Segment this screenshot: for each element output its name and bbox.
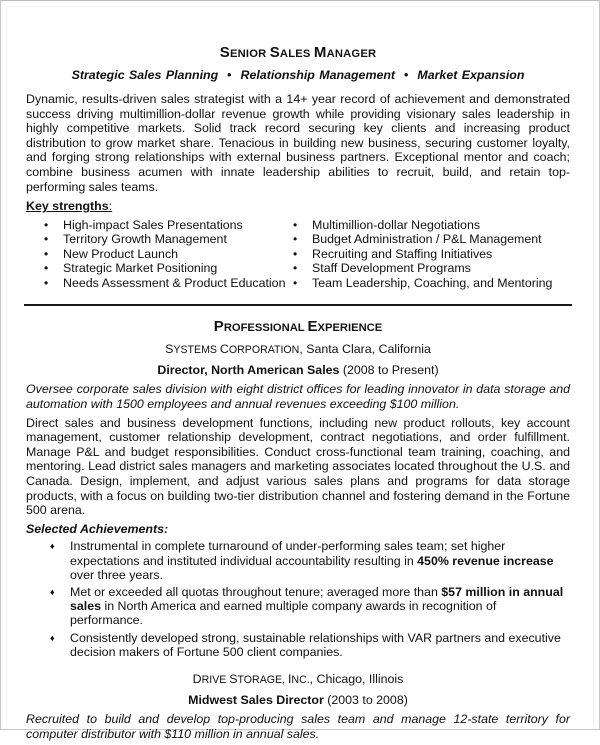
- achievement-item: [50, 631, 570, 659]
- title-rest: ANAGER: [326, 48, 377, 60]
- tagline: [26, 68, 570, 82]
- achievement-text: Met or exceeded all quotas throughout tenure; averaged more than: [70, 584, 442, 599]
- job-overview: Oversee corporate sales division with eight district offices for leading innovator in data storage and automation with 1500 employees and annual revenues exceeding $100 million.: [26, 382, 570, 412]
- achievement-text: in North America and earned multiple company awards in recognition of performance.: [70, 599, 497, 628]
- company-line: [26, 672, 570, 688]
- section-title-rest: ROFESSIONAL: [223, 322, 308, 335]
- job-entry: [26, 672, 570, 741]
- company-initial: S: [229, 672, 238, 686]
- key-strengths-column-right: [293, 218, 552, 291]
- achievement-text: over three years.: [70, 567, 163, 582]
- tagline-item: Relationship Management: [240, 68, 396, 82]
- title-initial: S: [219, 44, 230, 61]
- strength-item: • Recruiting and Staffing Initiatives: [293, 247, 552, 262]
- strength-item: • Staff Development Programs: [293, 261, 552, 276]
- resume-page: [26, 44, 570, 745]
- achievement-item: [50, 539, 570, 582]
- strength-item: • Team Leadership, Coaching, and Mentoring: [293, 276, 552, 291]
- achievement-text: Instrumental in complete turnaround of under-performing sales team; set higher expectations and instituted individual accountability resulting in: [70, 539, 506, 568]
- company-location: , Chicago, Illinois: [309, 672, 404, 686]
- key-strengths-heading-text: Key strengths: [26, 199, 109, 214]
- role-title: Midwest Sales Director: [188, 692, 324, 707]
- section-title-initial: P: [213, 318, 224, 336]
- section-title-rest: XPERIENCE: [317, 322, 383, 335]
- strength-item: • New Product Launch: [44, 247, 293, 262]
- role-dates: (2008 to Present): [339, 362, 439, 377]
- job-overview: Recruited to build and develop top-producing sales team and manage 12-state territory for computer distributor with $110 million in annual sales.: [26, 712, 570, 741]
- company-initial: D: [192, 672, 202, 686]
- strength-item: • Needs Assessment & Product Education: [44, 276, 293, 291]
- company-initial: I: [287, 672, 292, 686]
- job-entry: [26, 342, 570, 659]
- key-strengths-list: [44, 218, 570, 291]
- title-initial: M: [313, 44, 327, 61]
- resume-title: [26, 44, 570, 62]
- achievement-item: [50, 585, 570, 628]
- strength-item: • High-impact Sales Presentations: [44, 218, 293, 233]
- section-title-initial: E: [307, 318, 318, 336]
- tagline-separator: •: [227, 68, 232, 82]
- job-description: Direct sales and business development functions, including new product rollouts, key account management, customer relationship development, contract negotiations, and order fulfillment. Manage P&L and budget responsibilities. Conduct cross-functional team training, coaching, and mentoring. Lead district sales managers and marketing associates located throughout the U.S. and Canada. Design, implement, and adjust various sales plans and programs for data storage products, with a focus on building two-tier distribution channel and fostering demand in the Fortune 500 arena.: [26, 415, 570, 518]
- tagline-separator: •: [404, 68, 409, 82]
- spacer: [26, 662, 570, 672]
- key-strengths-colon: :: [108, 199, 113, 214]
- strength-item: • Budget Administration / P&L Management: [293, 232, 552, 247]
- title-initial: S: [269, 44, 280, 61]
- achievement-text: Consistently developed strong, sustainable relationships with VAR partners and executive decision makers of Fortune 500 client companies.: [70, 630, 561, 659]
- summary-paragraph: Dynamic, results-driven sales strategist with a 14+ year record of achievement and demonstrated success driving multimillion-dollar revenue growth while providing visionary sales leadership in highly competitive markets. Solid track record securing key clients and increasing product distribution to grow market share. Tenacious in building new business, securing customer loyalty, and forging strong relationships with external business partners. Exceptional mentor and coach; combine business acumen with innate leadership abilities to recruit, build, and retain top-performing sales teams.: [26, 92, 570, 194]
- company-rest: ORPORATION: [228, 344, 300, 357]
- title-rest: ENIOR: [229, 48, 270, 60]
- strength-item: • Multimillion-dollar Negotiations: [293, 218, 552, 233]
- company-rest: RIVE: [201, 674, 230, 686]
- achievements-list: [50, 539, 570, 659]
- key-strengths-heading: [26, 199, 570, 214]
- role-line: [26, 363, 570, 378]
- tagline-item: Market Expansion: [417, 68, 525, 82]
- strength-item: • Territory Growth Management: [44, 232, 293, 247]
- company-line: [26, 342, 570, 358]
- experience-section-title: [26, 318, 570, 336]
- title-rest: ALES: [279, 48, 314, 60]
- role-dates: (2003 to 2008): [323, 692, 408, 707]
- role-line: [26, 693, 570, 708]
- achievement-highlight: $57 million in annual sales: [70, 584, 564, 614]
- company-rest: TORAGE,: [237, 674, 288, 686]
- key-strengths-column-left: [44, 218, 293, 291]
- company-initial: S: [165, 342, 174, 357]
- company-location: , Santa Clara, California: [299, 342, 431, 357]
- strength-item: • Strategic Market Positioning: [44, 261, 293, 276]
- company-rest: YSTEMS: [173, 344, 220, 357]
- section-divider: [24, 304, 572, 306]
- company-initial: C: [219, 342, 229, 357]
- tagline-item: Strategic Sales Planning: [71, 68, 219, 82]
- company-rest: NC.: [291, 674, 310, 686]
- role-title: Director, North American Sales: [157, 362, 340, 377]
- achievement-highlight: 450% revenue increase: [417, 553, 554, 568]
- achievements-heading: Selected Achievements:: [26, 521, 169, 536]
